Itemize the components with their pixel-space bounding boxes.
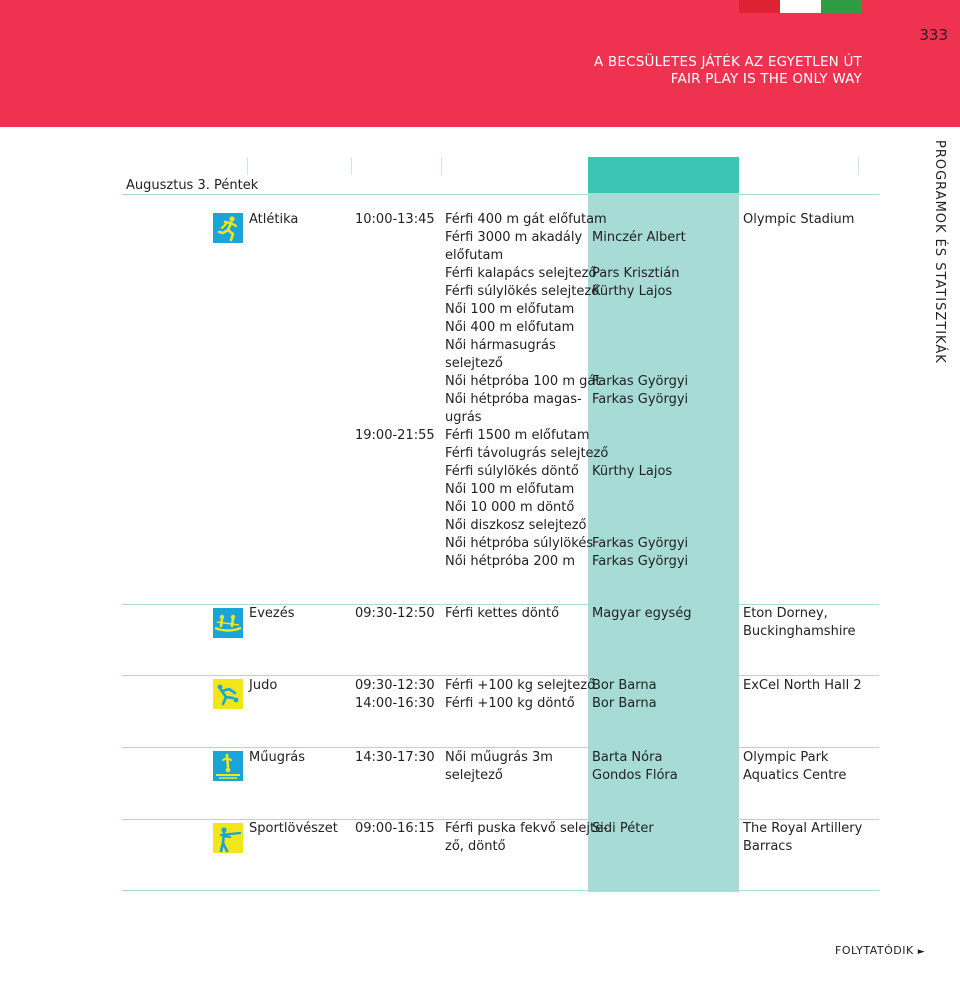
column-divider — [858, 157, 859, 175]
header-title-hungarian: A BECSÜLETES JÁTÉK AZ EGYETLEN ÚT — [593, 54, 862, 70]
row-divider — [122, 194, 879, 195]
sport-name: Judo — [249, 678, 278, 693]
page-number: 333 — [919, 26, 948, 44]
row-divider — [122, 747, 879, 748]
page-header — [0, 0, 960, 127]
row-divider — [122, 675, 879, 676]
column-divider — [441, 157, 442, 175]
athlete-list: Magyar egység — [592, 606, 692, 621]
event-list: Férfi +100 kg selejtező Férfi +100 kg döntő — [445, 678, 596, 711]
sport-name: Evezés — [249, 606, 295, 621]
diving-icon — [213, 751, 243, 781]
time-list: 14:30-17:30 — [355, 750, 435, 765]
athlete-list: Sidi Péter — [592, 821, 654, 836]
flag-stripe-red — [739, 0, 780, 13]
venue: Olympic Park Aquatics Centre — [743, 750, 847, 783]
venue: The Royal Artillery Barracs — [743, 821, 863, 854]
flag-stripe-white — [780, 0, 821, 13]
time-list: 09:30-12:50 — [355, 606, 435, 621]
athlete-column-header-block — [588, 157, 739, 193]
athlete-list: Barta Nóra Gondos Flóra — [592, 750, 678, 783]
column-divider — [247, 157, 248, 175]
schedule-date: Augusztus 3. Péntek — [126, 178, 259, 193]
time-slot: 19:00-21:55 — [355, 428, 435, 443]
judo-icon — [213, 679, 243, 709]
column-divider — [351, 157, 352, 175]
time-list: 09:30-12:30 14:00-16:30 — [355, 678, 435, 711]
continue-label: FOLYTATÓDIK — [835, 944, 914, 957]
venue: ExCel North Hall 2 — [743, 678, 862, 693]
header-title-english: FAIR PLAY IS THE ONLY WAY — [670, 71, 862, 87]
shooting-icon — [213, 823, 243, 853]
sport-name: Sportlövészet — [249, 821, 338, 836]
event-list: Férfi 400 m gát előfutam Férfi 3000 m akadály előfutam Férfi kalapács selejtező Férfi súlylökés selejtező Női 100 m előfutam Női 400 m előfutam Női hármasugrás selejtező Női hétpróba 100 m gát Női hétpróba magas- ugrás Férfi 1500 m előfutam Férfi távolugrás selejtező Férfi súlylökés döntő Női 100 m előfutam Női 10 000 m döntő Női diszkosz selejtező Női hétpróba súlylökés Női hétpróba 200 m — [445, 212, 609, 569]
sport-name: Műugrás — [249, 750, 306, 765]
event-list: Női műugrás 3m selejtező — [445, 750, 553, 783]
time-slot: 10:00-13:45 — [355, 212, 435, 227]
running-icon — [213, 213, 243, 243]
time-list: 09:00-16:15 — [355, 821, 435, 836]
row-divider — [122, 890, 879, 891]
athlete-list: Bor Barna Bor Barna — [592, 678, 657, 711]
continue-link[interactable] — [835, 944, 925, 957]
flag-stripe-green — [821, 0, 862, 13]
time-list — [355, 211, 435, 445]
section-side-title: PROGRAMOK ÉS STATISZTIKÁK — [932, 140, 947, 364]
venue: Eton Dorney, Buckinghamshire — [743, 606, 856, 639]
arrow-right-icon: ► — [917, 947, 926, 957]
event-list: Férfi puska fekvő selejte- ző, döntő — [445, 821, 608, 854]
sport-name: Atlétika — [249, 212, 299, 227]
venue: Olympic Stadium — [743, 212, 855, 227]
rowing-icon — [213, 608, 243, 638]
athlete-list: Minczér Albert Pars Krisztián Kürthy Lajos Farkas Györgyi Farkas Györgyi Kürthy Lajos Farkas Györgyi Farkas Györgyi — [592, 230, 689, 569]
event-list: Férfi kettes döntő — [445, 606, 560, 621]
